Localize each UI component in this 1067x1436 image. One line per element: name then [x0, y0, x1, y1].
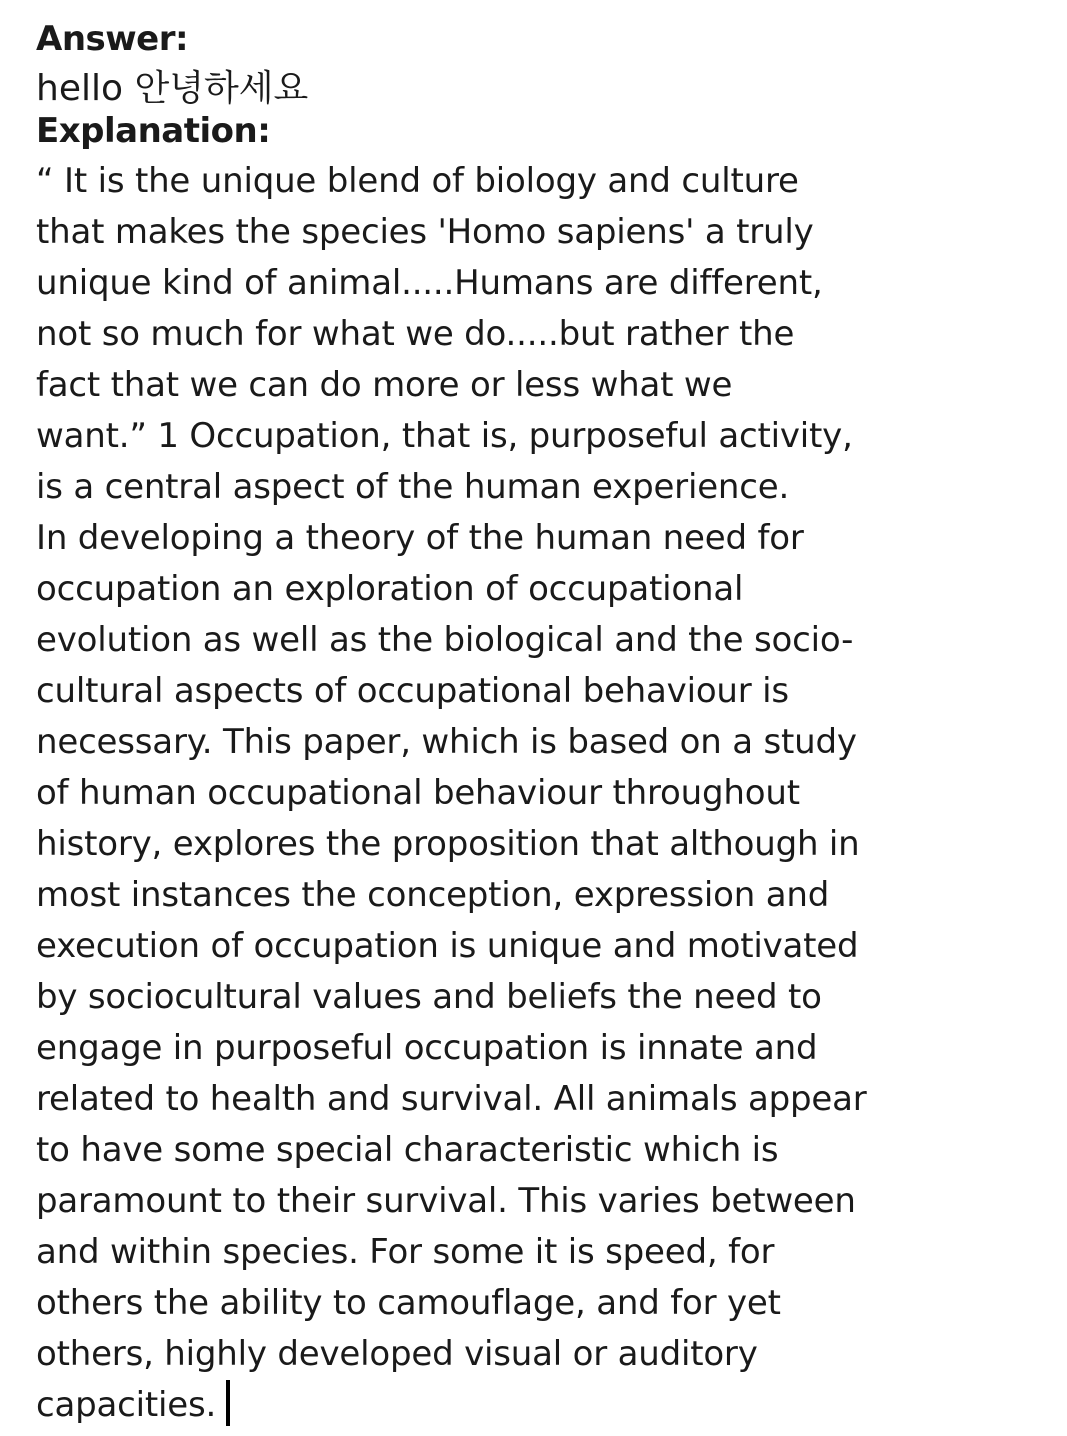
explanation-line: others the ability to camouflage, and for yet [36, 1283, 781, 1323]
explanation-line: most instances the conception, expression and [36, 875, 830, 915]
text-cursor [226, 1380, 230, 1426]
explanation-line: execution of occupation is unique and motivated [36, 926, 859, 966]
answer-document [36, 14, 1046, 1431]
explanation-line: that makes the species 'Homo sapiens' a truly [36, 212, 814, 252]
explanation-line: evolution as well as the biological and the socio- [36, 620, 854, 660]
explanation-last-line [36, 1380, 1046, 1431]
explanation-line: and within species. For some it is speed, for [36, 1232, 775, 1272]
explanation-line: “ It is the unique blend of biology and culture [36, 161, 799, 201]
explanation-line: of human occupational behaviour throughout [36, 773, 800, 813]
explanation-line: to have some special characteristic which is [36, 1130, 779, 1170]
explanation-line: unique kind of animal.....Humans are different, [36, 263, 823, 303]
explanation-line: history, explores the proposition that although in [36, 824, 860, 864]
explanation-body [36, 156, 1046, 1431]
explanation-line: In developing a theory of the human need for [36, 518, 804, 558]
explanation-line: engage in purposeful occupation is innate and [36, 1028, 818, 1068]
explanation-line: related to health and survival. All animals appear [36, 1079, 867, 1119]
explanation-line: not so much for what we do.....but rather the [36, 314, 795, 354]
explanation-line: cultural aspects of occupational behaviour is [36, 671, 789, 711]
explanation-line: others, highly developed visual or auditory [36, 1334, 758, 1374]
explanation-line-text: capacities. [36, 1385, 217, 1425]
explanation-line: occupation an exploration of occupational [36, 569, 744, 609]
explanation-line: necessary. This paper, which is based on a study [36, 722, 857, 762]
answer-heading: Answer: [36, 19, 189, 59]
explanation-heading: Explanation: [36, 111, 271, 151]
explanation-line: fact that we can do more or less what we [36, 365, 733, 405]
explanation-line: paramount to their survival. This varies between [36, 1181, 856, 1221]
explanation-line: want.” 1 Occupation, that is, purposeful activity, [36, 416, 853, 456]
explanation-line: is a central aspect of the human experience. [36, 467, 790, 507]
explanation-line: by sociocultural values and beliefs the need to [36, 977, 822, 1017]
answer-text: hello 안녕하세요 [36, 68, 309, 109]
